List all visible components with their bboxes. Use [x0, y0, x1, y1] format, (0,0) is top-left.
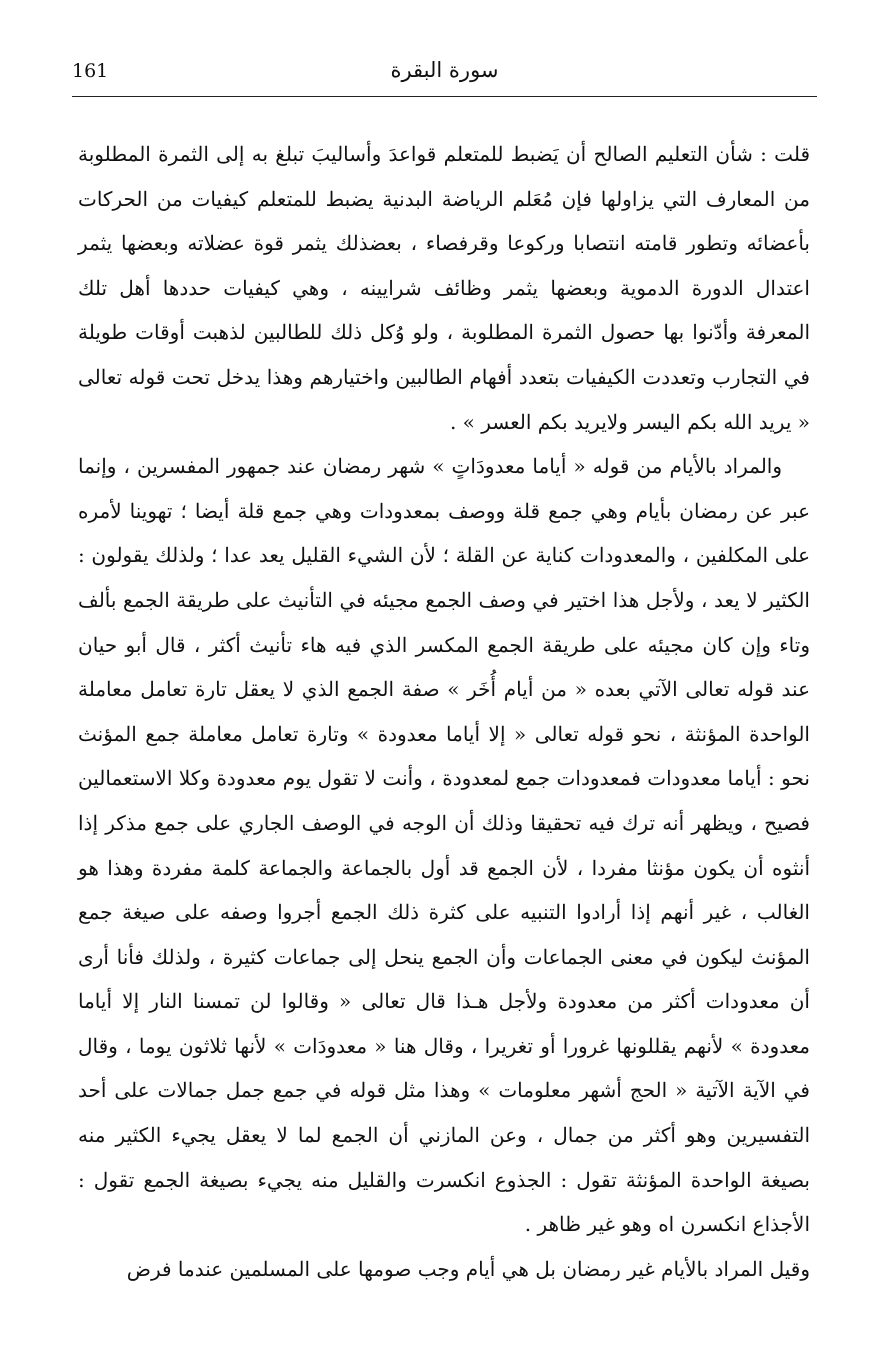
page-header — [72, 56, 817, 96]
page-number: 161 — [72, 60, 109, 82]
paragraph-1: قلت : شأن التعليم الصالح أن يَضبط للمتعلم قواعدَ وأساليبَ تبلغ به إلى الثمرة المطلوبة من المعارف التي يزاولها فإن مُعَلم الرياضة البدنية يضبط للمتعلم كيفيات من الحركات بأعضائه وتطور قامته انتصابا وركوعا وقرفصاء ، بعضذلك يثمر قوة عضلاته وبعضها يثمر اعتدال الدورة الدموية وبعضها يثمر وظائف شرايينه ، وهي كيفيات حددها أهل تلك المعرفة وأدّنوا بها حصول الثمرة المطلوبة ، ولو وُكل ذلك للطالبين لذهبت أوقات طويلة في التجارب وتعددت الكيفيات بتعدد أفهام الطالبين واختيارهم وهذا يدخل تحت قوله تعالى « يريد الله بكم اليسر ولايريد بكم العسر » . — [78, 142, 811, 434]
header-rule — [72, 96, 817, 97]
paragraph-3: وقيل المراد بالأيام غير رمضان بل هي أيام وجب صومها على المسلمين عندما فرض — [126, 1256, 810, 1281]
body-text — [78, 132, 810, 1291]
running-title: سورة البقرة — [390, 58, 499, 82]
paragraph-2: والمراد بالأيام من قوله « أياما معدودَاتٍ » شهر رمضان عند جمهور المفسرين ، وإنما عبر عن رمضان بأيام وهي جمع قلة ووصف بمعدودات وهي جمع قلة أيضا ؛ تهوينا لأمره على المكلفين ، والمعدودات كناية عن القلة ؛ لأن الشيء القليل يعد عدا ؛ ولذلك يقولون : الكثير لا يعد ، ولأجل هذا اختير في وصف الجمع مجيئه في التأنيث على طريقة الجمع بألف وتاء وإن كان مجيئه على طريقة الجمع المكسر الذي فيه هاء تأنيث أكثر ، قال أبو حيان عند قوله تعالى الآتي بعده « من أيام أُخَر » صفة الجمع الذي لا يعقل تارة تعامل معاملة الواحدة المؤنثة ، نحو قوله تعالى « إلا أياما معدودة » وتارة تعامل معاملة جمع المؤنث نحو : أياما معدودات فمعدودات جمع لمعدودة ، وأنت لا تقول يوم معدودة وكلا الاستعمالين فصيح ، ويظهر أنه ترك فيه تحقيقا وذلك أن الوجه في الوصف الجاري على جمع مذكر إذا أنثوه أن يكون مؤنثا مفردا ، لأن الجمع قد أول بالجماعة والجماعة كلمة مفردة وهذا هو الغالب ، غير أنهم إذا أرادوا التنبيه على كثرة ذلك الجمع أجروا وصفه على صيغة جمع المؤنث ليكون في معنى الجماعات وأن الجمع ينحل إلى جماعات كثيرة ، ولذلك فأنا أرى أن معدودات أكثر من معدودة ولأجل هـذا قال تعالى « وقالوا لن تمسنا النار إلا أياما معدودة » لأنهم يقللونها غرورا أو تغريرا ، وقال هنا « معدودَات » لأنها ثلاثون يوما ، وقال في الآية الآتية « الحج أشهر معلومات » وهذا مثل قوله في جمع جمل جمالات على أحد التفسيرين وهو أكثر من جمال ، وعن المازني أن الجمع لما لا يعقل يجيء الكثير منه بصيغة الواحدة المؤنثة تقول : الجذوع انكسرت والقليل منه يجيء بصيغة الجمع تقول : الأجذاع انكسرن اه وهو غير ظاهر . — [78, 454, 810, 1237]
